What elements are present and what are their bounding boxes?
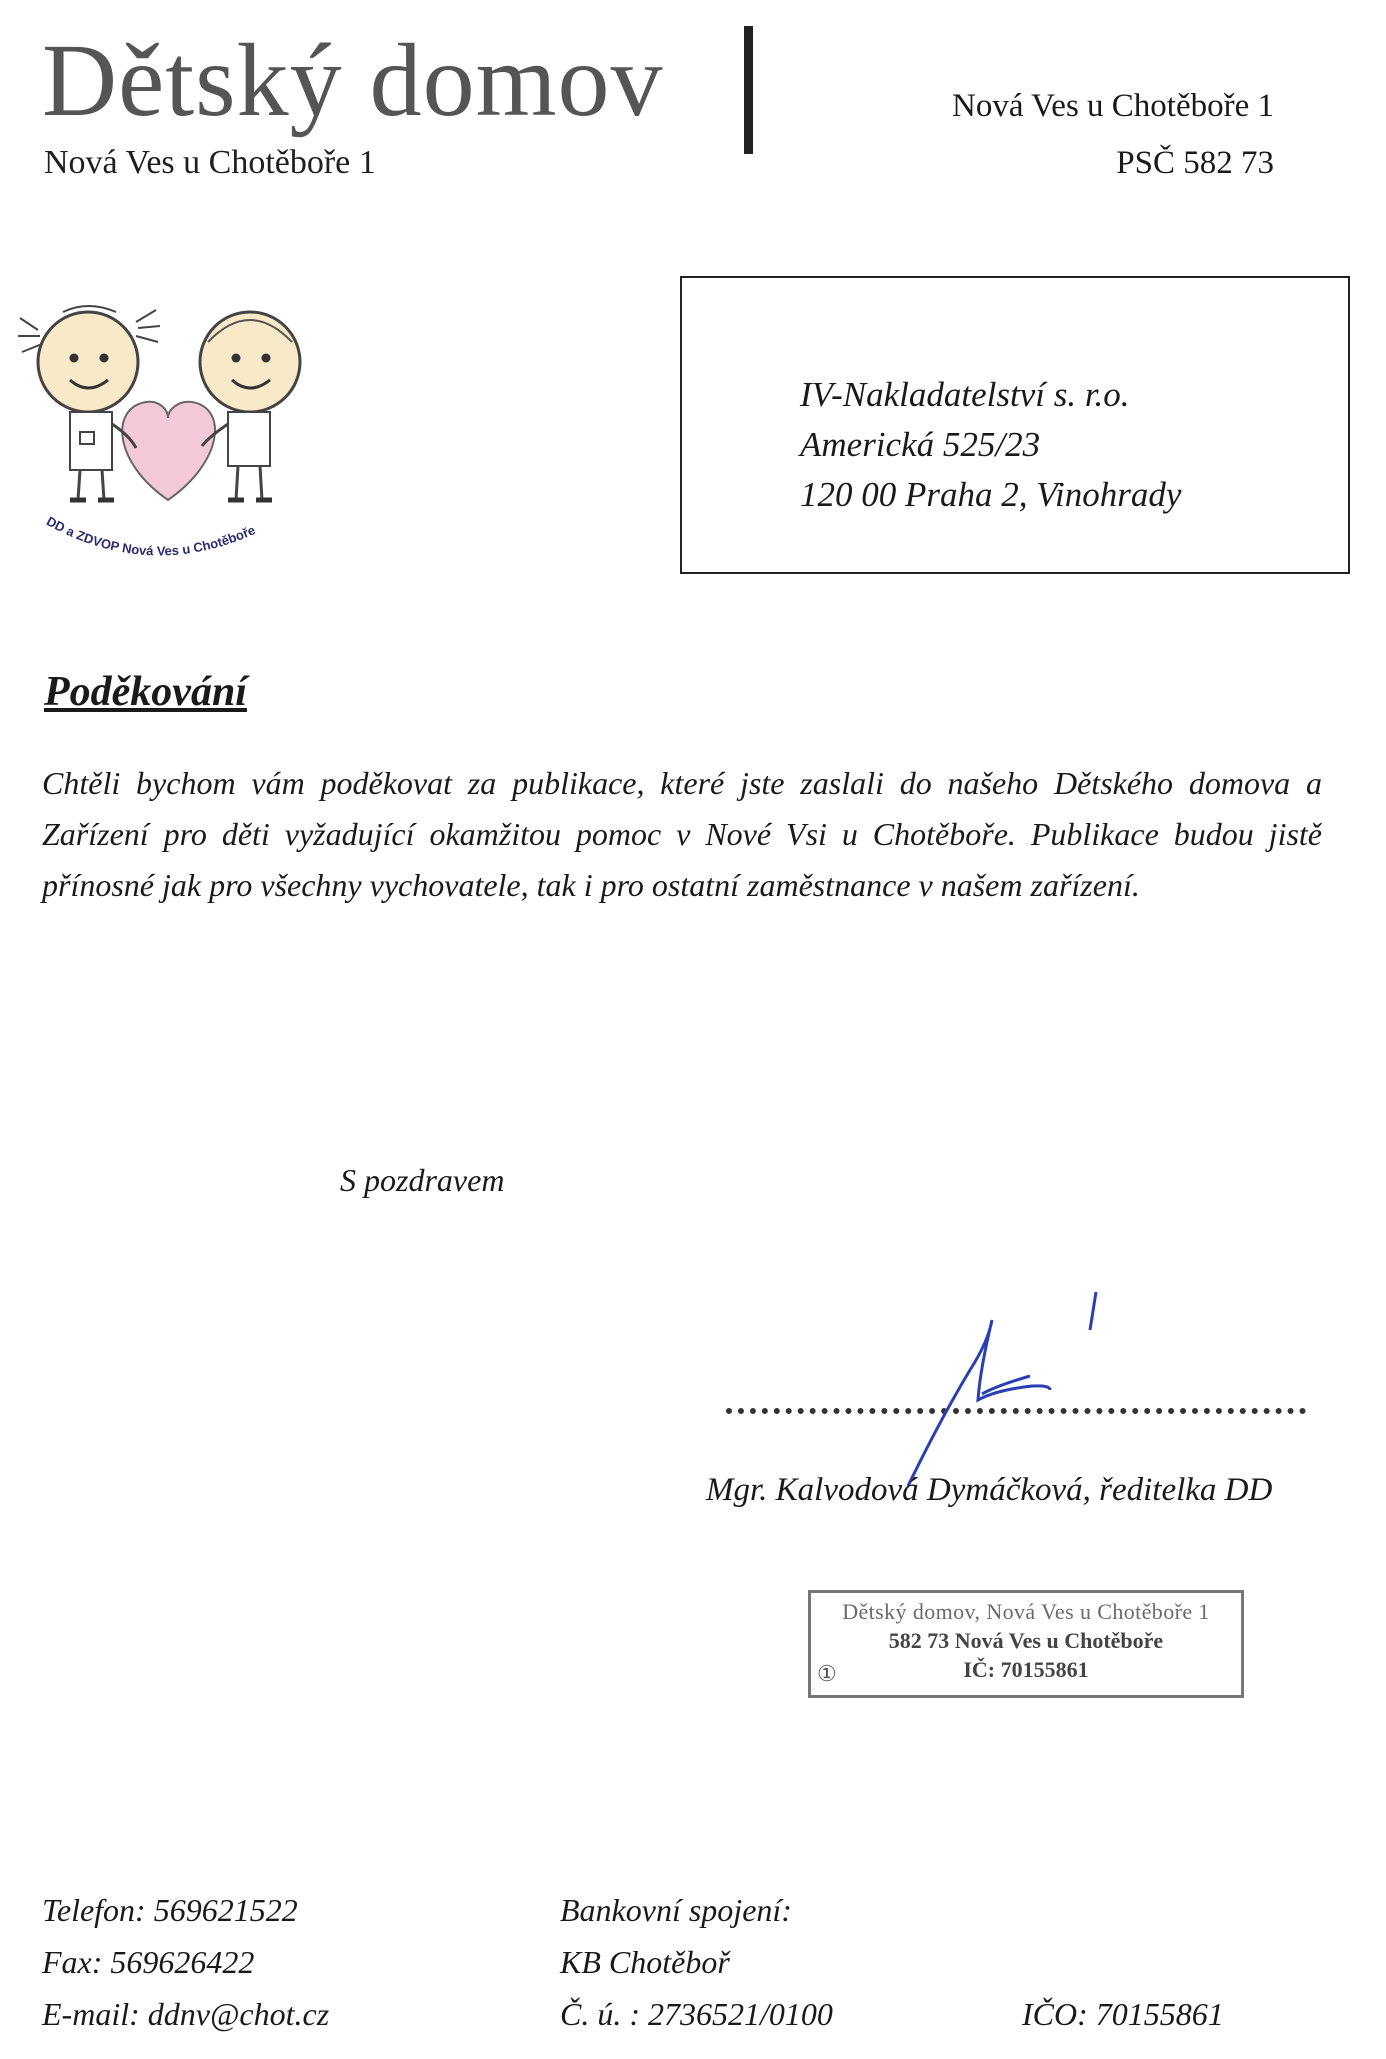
- recipient-company: IV-Nakladatelství s. r.o.: [800, 375, 1130, 414]
- letter-closing: S pozdravem: [340, 1162, 505, 1198]
- logo-caption: DD a ZDVOP Nová Ves u Chotěboře: [44, 513, 258, 559]
- signer-name: Mgr. Kalvodová Dymáčková, ředitelka DD: [706, 1472, 1273, 1508]
- recipient-street: Americká 525/23: [800, 425, 1041, 464]
- handwritten-signature: [900, 1290, 1140, 1490]
- header-address-line1: Nová Ves u Chotěboře 1: [951, 88, 1274, 124]
- recipient-address-box: [680, 276, 1350, 574]
- header-divider: [744, 26, 753, 154]
- footer-bank-label: Bankovní spojení:: [560, 1892, 792, 1928]
- org-name: Dětský domov: [42, 23, 664, 138]
- stamp-line3: IČ: 70155861: [963, 1657, 1089, 1682]
- footer-account: Č. ú. : 2736521/0100: [560, 1996, 833, 2032]
- recipient-city: 120 00 Praha 2, Vinohrady: [800, 475, 1182, 514]
- footer-bank-name: KB Chotěboř: [560, 1944, 730, 1980]
- org-location: Nová Ves u Chotěboře 1: [44, 144, 376, 181]
- footer-phone: Telefon: 569621522: [42, 1892, 298, 1928]
- header-postal-code: PSČ 582 73: [1116, 145, 1274, 181]
- official-stamp: [808, 1590, 1244, 1698]
- footer-ico: IČO: 70155861: [1022, 1996, 1224, 2032]
- stamp-line1: Dětský domov, Nová Ves u Chotěboře 1: [842, 1599, 1210, 1624]
- letter-body: Chtěli bychom vám poděkovat za publikace, které jste zaslali do našeho Dětského domova a Zařízení pro děti vyžadující okamžitou pomoc v Nové Vsi u Chotěboře. Publikace budou jistě přínosné jak pro všechny vychovatele, tak i pro ostatní zaměstnance v našem zařízení.: [42, 765, 1322, 903]
- children-heart-logo: [18, 300, 348, 590]
- letter-title: Poděkování: [44, 669, 247, 715]
- footer-email: E-mail: ddnv@chot.cz: [42, 1996, 330, 2032]
- footer-fax: Fax: 569626422: [42, 1944, 255, 1980]
- stamp-line2: 582 73 Nová Ves u Chotěboře: [888, 1628, 1164, 1653]
- stamp-number-mark: ①: [817, 1661, 837, 1686]
